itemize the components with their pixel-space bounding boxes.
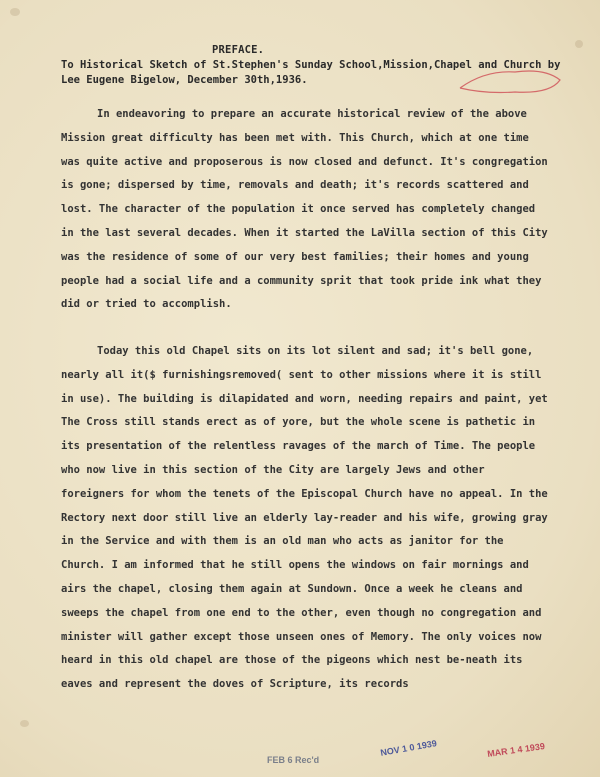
received-stamp-mar: MAR 1 4 1939 [486, 741, 546, 759]
received-stamp-nov: NOV 1 0 1939 [379, 738, 438, 758]
red-pencil-annotation [455, 60, 565, 100]
paper-stain [575, 40, 583, 48]
document-subtitle: To Historical Sketch of St.Stephen's Sunday School,Mission,Chapel and Church by Lee Eugene Bigelow, December 30th,1936. [61, 59, 561, 86]
received-stamp-feb: FEB 6 Rec'd [267, 755, 320, 765]
paper-stain [20, 720, 29, 727]
paragraph-2: Today this old Chapel sits on its lot silent and sad; it's bell gone, nearly all it($ furnishingsremoved( sent to other missions where it is still in use). The building is dilapidated and worn, needing repairs and paint, yet The Cross still stands erect as of yore, but the whole scene is pathetic in its presentation of the relentless ravages of the march of Time. The people who now live in this section of the City are largely Jews and other foreigners for whom the tenets of the Episcopal Church have no appeal. In the Rectory next door still live an elderly lay-reader and his wife, growing gray in the Service and with them is an old man who acts as janitor for the Church. I am informed that he still opens the windows on fair mornings and airs the chapel, closing them again at Sundown. Once a week he cleans and sweeps the chapel from one end to the other, even though no congregation and minister will gather except those unseen ones of Memory. The only voices now heard in this old chapel are those of the pigeons which nest be-neath its eaves and represent the doves of Scripture, its records [61, 345, 548, 691]
paper-stain [10, 8, 20, 16]
document-title: PREFACE. [212, 44, 265, 56]
paragraph-1: In endeavoring to prepare an accurate historical review of the above Mission great difficulty has been met with. This Church, which at one time was quite active and proposerous is now closed and defunct. It's congregation is gone; dispersed by time, removals and death; it's records scattered and lost. The character of the population it once served has completely changed in the last several decades. When it started the LaVilla section of this City was the residence of some of our very best families; their homes and young people had a social life and a community sprit that took pride ink what they did or tried to accomplish. [61, 108, 548, 311]
